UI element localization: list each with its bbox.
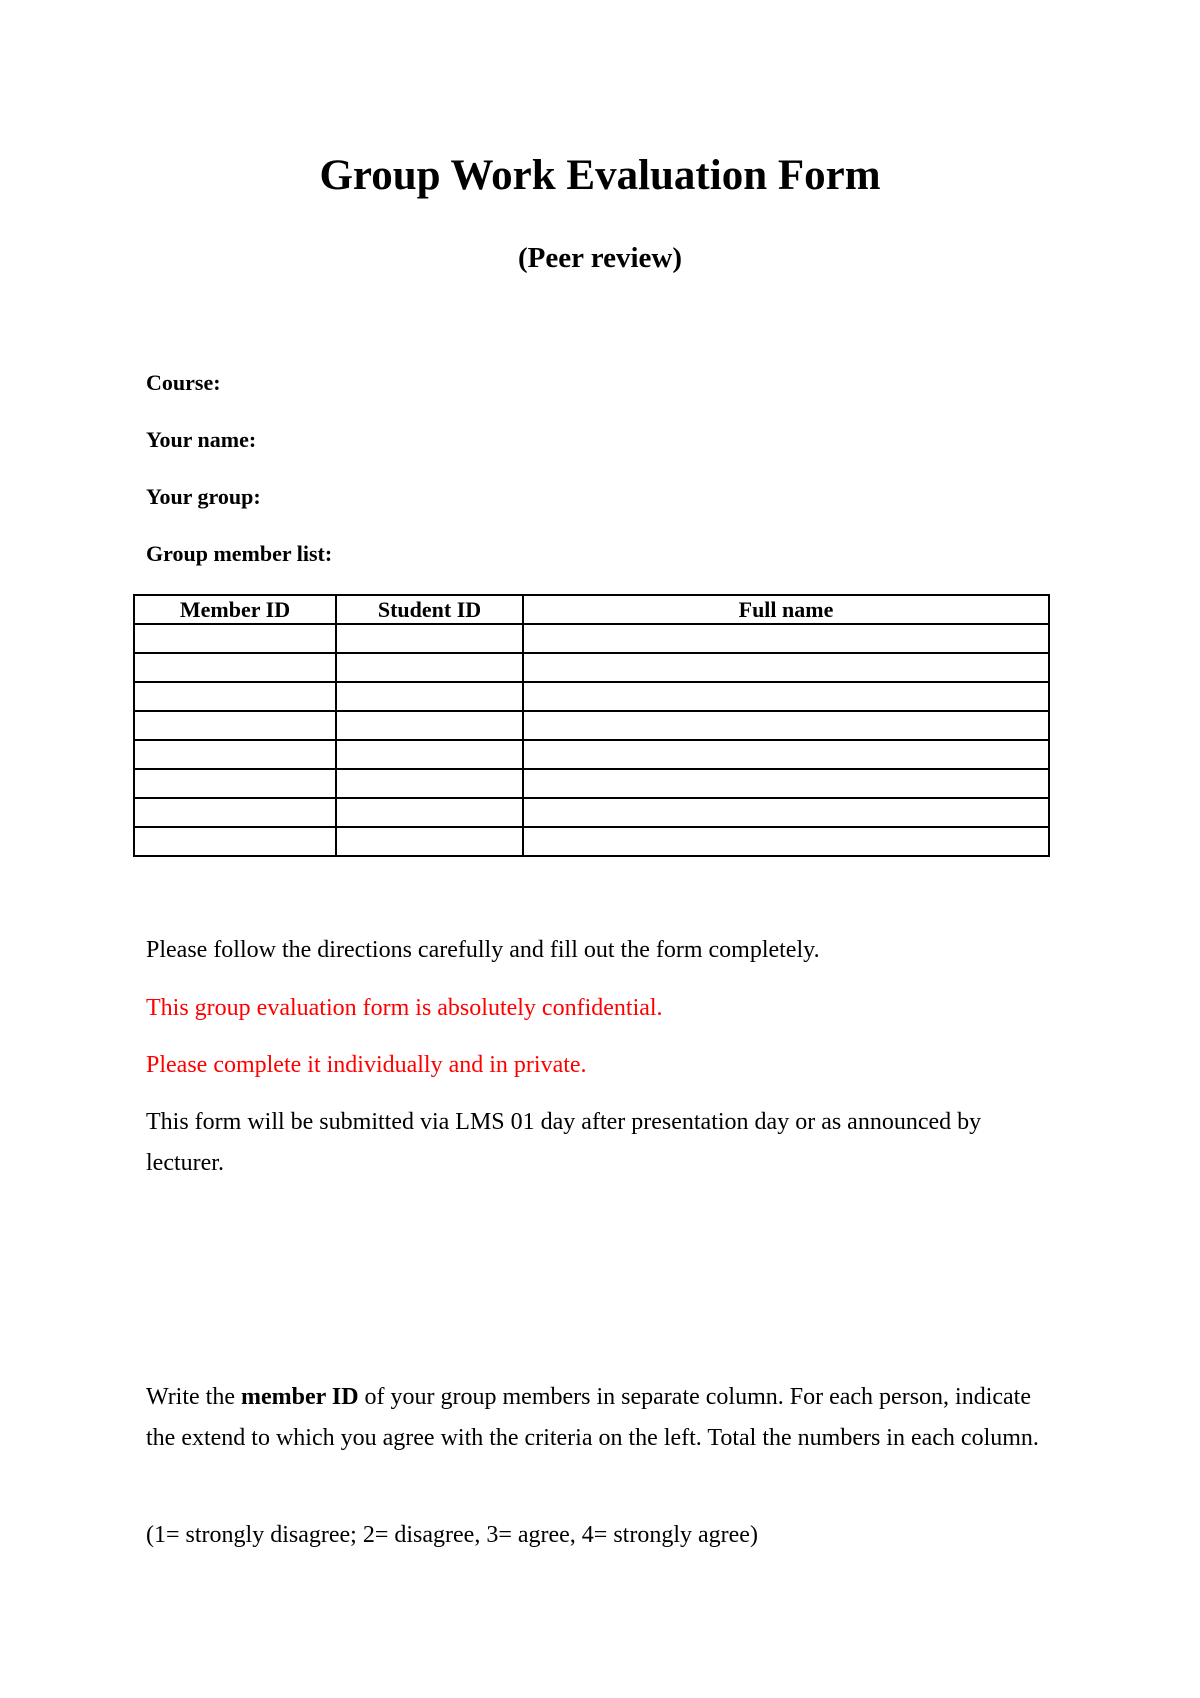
group-member-list-label: Group member list:: [146, 541, 333, 566]
member-id-header: Member ID: [134, 595, 336, 624]
confidential-notice: This group evaluation form is absolutely confidential.: [146, 995, 663, 1021]
member-id-cell: [134, 624, 336, 653]
your-group-label: Your group:: [146, 484, 261, 509]
table-row: [134, 769, 1049, 798]
scoring-intro-after: of your group members in separate column. For each person, indicate the extend to which you agree with the criteria on the left. Total the numbers in each column.: [146, 1384, 1039, 1451]
private-completion-notice: Please complete it individually and in private.: [146, 1052, 587, 1078]
table-row: [134, 711, 1049, 740]
table-row: [134, 798, 1049, 827]
table-row: [134, 624, 1049, 653]
course-label: Course:: [146, 370, 221, 395]
student-id-cell: [336, 624, 523, 653]
group-member-table: [133, 594, 1050, 857]
table-header-row: [134, 595, 1049, 624]
student-id-cell: [336, 827, 523, 856]
your-name-label: Your name:: [146, 427, 257, 452]
student-id-cell: [336, 653, 523, 682]
full-name-header: Full name: [523, 595, 1049, 624]
scoring-instructions: [146, 1377, 1046, 1459]
full-name-cell: [523, 827, 1049, 856]
student-id-header: Student ID: [336, 595, 523, 624]
full-name-cell: [523, 624, 1049, 653]
student-id-cell: [336, 798, 523, 827]
page-title: Group Work Evaluation Form: [319, 152, 881, 199]
student-id-cell: [336, 711, 523, 740]
student-id-cell: [336, 740, 523, 769]
member-id-cell: [134, 798, 336, 827]
rating-scale: (1= strongly disagree; 2= disagree, 3= agree, 4= strongly agree): [146, 1522, 758, 1548]
table-row: [134, 653, 1049, 682]
table-row: [134, 740, 1049, 769]
member-id-cell: [134, 653, 336, 682]
member-id-cell: [134, 769, 336, 798]
directions-text: Please follow the directions carefully and fill out the form completely.: [146, 937, 820, 963]
table-row: [134, 827, 1049, 856]
submission-note: This form will be submitted via LMS 01 day after presentation day or as announced by lecturer.: [146, 1109, 982, 1176]
page-subtitle: (Peer review): [518, 242, 682, 274]
member-id-cell: [134, 827, 336, 856]
member-id-cell: [134, 711, 336, 740]
full-name-cell: [523, 798, 1049, 827]
member-id-cell: [134, 682, 336, 711]
member-id-cell: [134, 740, 336, 769]
member-table-body: [134, 624, 1049, 856]
table-row: [134, 682, 1049, 711]
full-name-cell: [523, 740, 1049, 769]
student-id-cell: [336, 682, 523, 711]
full-name-cell: [523, 653, 1049, 682]
member-id-emphasis: member ID: [241, 1384, 359, 1410]
full-name-cell: [523, 711, 1049, 740]
full-name-cell: [523, 682, 1049, 711]
scoring-intro-before: Write the: [146, 1384, 241, 1410]
student-id-cell: [336, 769, 523, 798]
full-name-cell: [523, 769, 1049, 798]
